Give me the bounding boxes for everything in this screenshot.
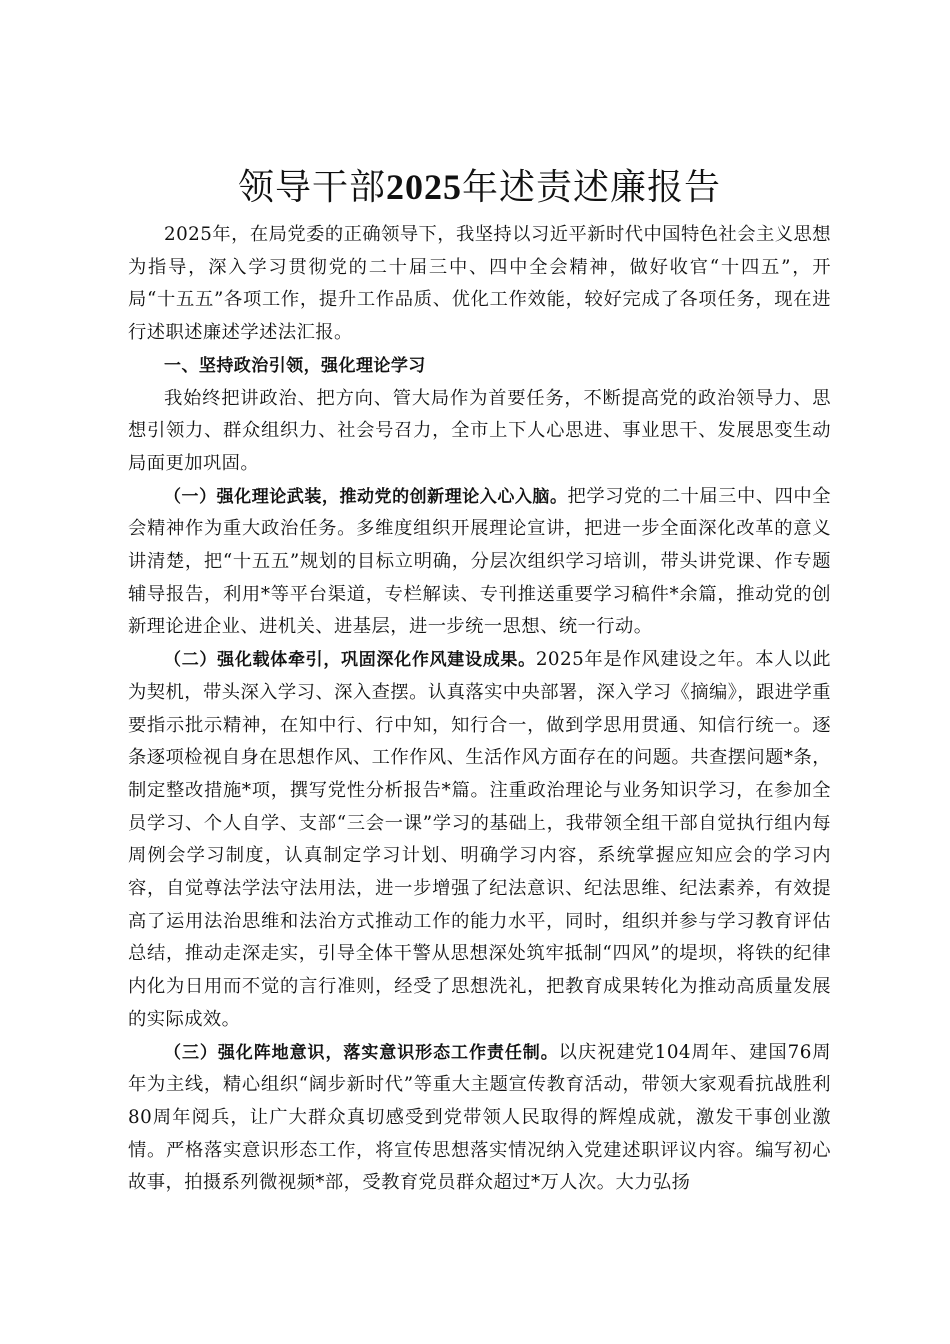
item2-paragraph [128,644,831,1036]
item1-body: 把学习党的二十届三中、四中全会精神作为重大政治任务。多维度组织开展理论宣讲，把进一步全面深化改革的意义讲清楚，把“十五五”规划的目标立明确，分层次组织学习培训，带头讲党课、作专题辅导报告，利用*等平台渠道，专栏解读、专刊推送重要学习稿件*余篇，推动党的创新理论进企业、进机关、进基层，进一步统一思想、统一行动。 [128,485,831,638]
item3-body: 以庆祝建党104周年、建国76周年为主线，精心组织“阔步新时代”等重大主题宣传教育活动，带领大家观看抗战胜利80周年阅兵，让广大群众真切感受到党带领人民取得的辉煌成就，激发干事创业激情。严格落实意识形态工作，将宣传思想落实情况纳入党建述职评议内容。编写初心故事，拍摄系列微视频*部，受教育党员群众超过*万人次。大力弘扬 [128,1041,831,1194]
title-suffix: 年述责述廉报告 [462,167,722,208]
item3-paragraph [128,1037,831,1201]
item2-body: 2025年是作风建设之年。本人以此为契机，带头深入学习、深入查摆。认真落实中央部署，深入学习《摘编》，跟进学重要指示批示精神，在知中行、行中知，知行合一，做到学思用贯通、知信行统一。逐条逐项检视自身在思想作风、工作作风、生活作风方面存在的问题。共查摆问题*条，制定整改措施*项，撰写党性分析报告*篇。注重政治理论与业务知识学习，在参加全员学习、个人自学、支部“三会一课”学习的基础上，我带领全组干部自觉执行组内每周例会学习制度，认真制定学习计划、明确学习内容，系统掌握应知应会的学习内容，自觉尊法学法守法用法，进一步增强了纪法意识、纪法思维、纪法素养，有效提高了运用法治思维和法治方式推动工作的能力水平，同时，组织并参与学习教育评估总结，推动走深走实，引导全体干警从思想深处筑牢抵制“四风”的堤坝，将铁的纪律内化为日用而不觉的言行准则，经受了思想洗礼，把教育成果转化为推动高质量发展的实际成效。 [128,649,831,1030]
item3-lead: （三）强化阵地意识，落实意识形态工作责任制。 [164,1042,559,1063]
section1-body-paragraph: 我始终把讲政治、把方向、管大局作为首要任务，不断提高党的政治领导力、思想引领力、群众组织力、社会号召力，全市上下人心思进、事业思干、发展思变生动局面更加巩固。 [128,387,831,474]
item1-lead: （一）强化理论武装，推动党的创新理论入心入脑。 [164,486,568,507]
section-heading-1: 一、坚持政治引领，强化理论学习 [164,355,426,376]
title-year: 2025 [386,167,462,207]
title-prefix: 领导干部 [237,167,386,208]
document-page [128,162,831,1200]
item1-paragraph [128,481,831,645]
document-title [128,162,831,213]
item2-lead: （二）强化载体牵引，巩固深化作风建设成果。 [164,650,536,671]
intro-paragraph: 2025年，在局党委的正确领导下，我坚持以习近平新时代中国特色社会主义思想为指导，深入学习贯彻党的二十届三中、四中全会精神，做好收官“十四五”，开局“十五五”各项工作，提升工作品质、优化工作效能，较好完成了各项任务，现在进行述职述廉述学述法汇报。 [128,224,831,344]
